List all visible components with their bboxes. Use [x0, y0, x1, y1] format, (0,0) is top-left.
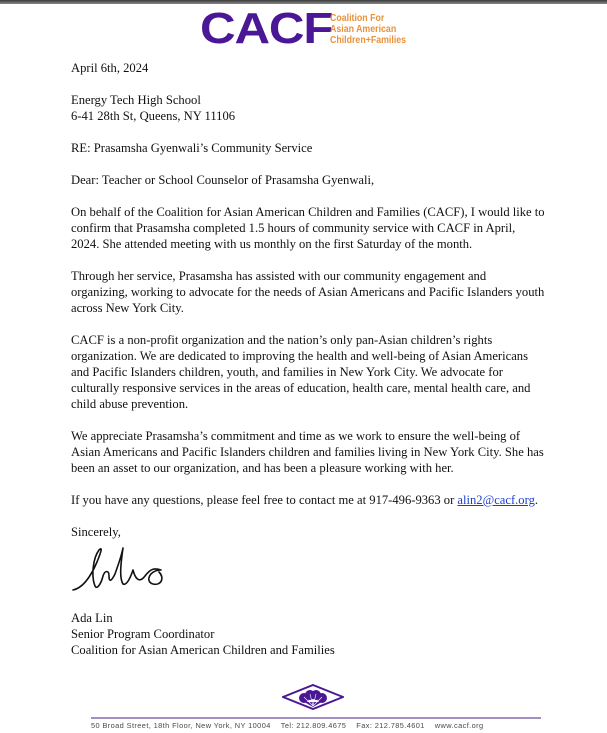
signer-title: Senior Program Coordinator — [71, 627, 215, 641]
subject-line: RE: Prasamsha Gyenwali’s Community Service — [71, 141, 313, 155]
cacf-fan-emblem-icon — [282, 684, 344, 710]
footer-divider — [91, 717, 541, 719]
logo-tagline-line: Coalition For — [330, 12, 385, 24]
letterhead-footer — [91, 721, 551, 730]
recipient-address: 6-41 28th St, Queens, NY 11106 — [71, 109, 236, 123]
paragraph: CACF is a non-profit organization and the nation’s only pan-Asian children’s rights organization. We are dedicated to improving the health and well-being of Asian Americans and Pacific Islanders children, youth, and families in New York City. We advocate for culturally responsive services in the areas of education, health care, mental health care, and child abuse prevention. — [71, 333, 531, 411]
recipient-name: Energy Tech High School — [71, 93, 201, 107]
logo-tagline — [330, 13, 406, 46]
footer-tel: Tel: 212.809.4675 — [280, 721, 347, 730]
cacf-logo — [200, 4, 416, 53]
paragraph: We appreciate Prasamsha’s commitment and time as we work to ensure the well-being of Asian Americans and Pacific Islanders children and families living in New York City. She has been an asset to our organization, and has been a pleasure working with her. — [71, 429, 544, 475]
contact-text-end: . — [534, 493, 539, 507]
recipient-block — [71, 92, 546, 124]
signer-organization: Coalition for Asian American Children and Families — [71, 643, 335, 657]
email-link[interactable]: alin2@cacf.org — [457, 493, 535, 507]
logo-tagline-line: Asian American — [330, 23, 397, 35]
logo-tagline-line: Children+Families — [330, 34, 407, 46]
contact-paragraph — [71, 492, 546, 508]
signature-image — [69, 540, 179, 596]
contact-text: If you have any questions, please feel free to contact me at 917-496-9363 or — [71, 493, 458, 507]
signer-name: Ada Lin — [71, 611, 113, 625]
paragraph: On behalf of the Coalition for Asian American Children and Families (CACF), I would like to confirm that Prasamsha completed 1.5 hours of community service with CACF in April, 2024. She attended meeting with us monthly on the first Saturday of the month. — [71, 205, 545, 251]
paragraph: Through her service, Prasamsha has assisted with our community engagement and organizing, working to advocate for the needs of Asian Americans and Pacific Islanders youth across New York City. — [71, 269, 545, 315]
logo-mark: CACF — [200, 4, 333, 53]
footer-address: 50 Broad Street, 18th Floor, New York, NY 10004 — [91, 721, 271, 730]
signer-block — [71, 610, 546, 658]
closing: Sincerely, — [71, 525, 121, 539]
letter-date: April 6th, 2024 — [71, 61, 149, 75]
footer-website: www.cacf.org — [434, 721, 484, 730]
letter-body — [71, 60, 546, 674]
footer-fax: Fax: 212.785.4601 — [356, 721, 425, 730]
salutation: Dear: Teacher or School Counselor of Prasamsha Gyenwali, — [71, 173, 375, 187]
